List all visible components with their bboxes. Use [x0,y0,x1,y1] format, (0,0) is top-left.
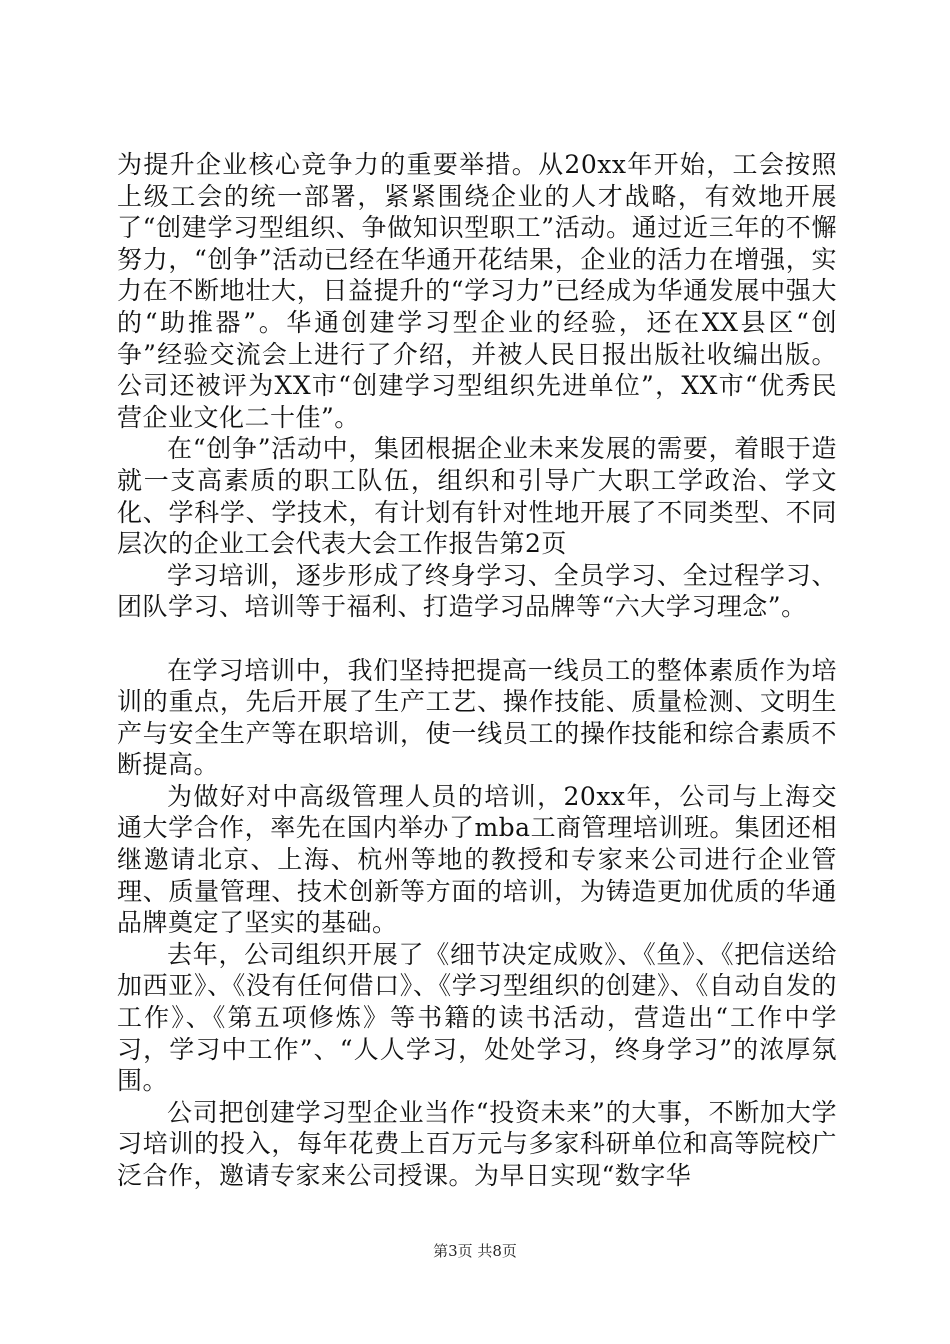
paragraph-3: 学习培训，逐步形成了终身学习、全员学习、全过程学习、团队学习、培训等于福利、打造学习品牌等“六大学习理念”。 [117,560,837,622]
body-text [117,149,837,1192]
paragraph-2: 在“创争”活动中，集团根据企业未来发展的需要，着眼于造就一支高素质的职工队伍，组织和引导广大职工学政治、学文化、学科学、学技术，有计划有针对性地开展了不同类型、不同层次的企业工会代表大会工作报告第2页 [117,434,837,559]
paragraph-6: 去年，公司组织开展了《细节决定成败》、《鱼》、《把信送给加西亚》、《没有任何借口》、《学习型组织的创建》、《自动自发的工作》、《第五项修炼》等书籍的读书活动，营造出“工作中学习，学习中工作”、“人人学习，处处学习，终身学习”的浓厚氛围。 [117,939,837,1096]
page-footer: 第3页 共8页 [433,1242,517,1260]
paragraph-5: 为做好对中高级管理人员的培训，20xx年，公司与上海交通大学合作，率先在国内举办了mba工商管理培训班。集团还相继邀请北京、上海、杭州等地的教授和专家来公司进行企业管理、质量管理、技术创新等方面的培训，为铸造更加优质的华通品牌奠定了坚实的基础。 [117,781,837,938]
paragraph-4: 在学习培训中，我们坚持把提高一线员工的整体素质作为培训的重点，先后开展了生产工艺、操作技能、质量检测、文明生产与安全生产等在职培训，使一线员工的操作技能和综合素质不断提高。 [117,655,837,780]
paragraph-7: 公司把创建学习型企业当作“投资未来”的大事，不断加大学习培训的投入，每年花费上百万元与多家科研单位和高等院校广泛合作，邀请专家来公司授课。为早日实现“数字华 [117,1097,837,1190]
paragraph-1: 为提升企业核心竞争力的重要举措。从20xx年开始，工会按照上级工会的统一部署，紧紧围绕企业的人才战略，有效地开展了“创建学习型组织、争做知识型职工”活动。通过近三年的不懈努力，“创争”活动已经在华通开花结果，企业的活力在增强，实力在不断地壮大，日益提升的“学习力”已经成为华通发展中强大的“助推器”。华通创建学习型企业的经验，还在XX县区“创争”经验交流会上进行了介绍，并被人民日报出版社收编出版。公司还被评为XX市“创建学习型组织先进单位”，XX市“优秀民营企业文化二十佳”。 [117,150,837,432]
